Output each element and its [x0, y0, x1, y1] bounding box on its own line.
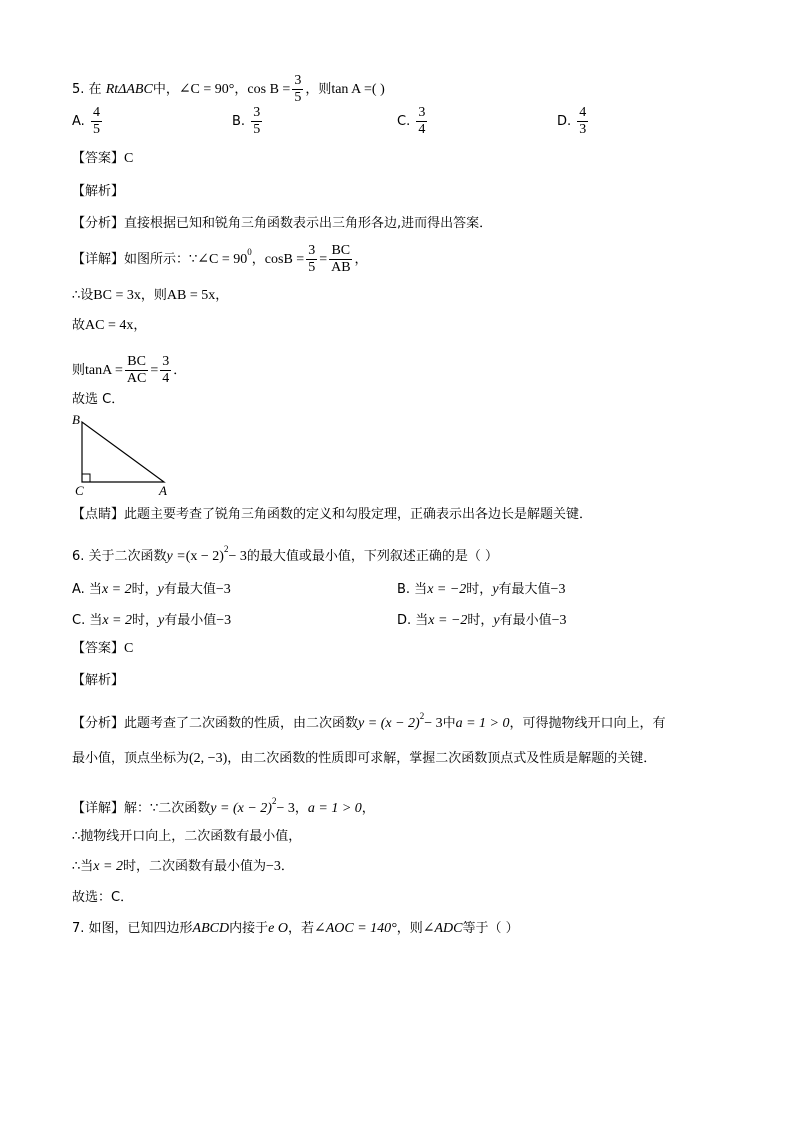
q5-fenxi: 【分析】直接根据已知和锐角三角函数表示出三角形各边,进而得出答案． [72, 216, 493, 231]
q6-option-b: B. 当x = −2时，y有最大值−3 [397, 582, 566, 597]
q6-option-c: C. 当x = 2时，y有最小值−3 [72, 613, 232, 628]
q5-xiangjie-2: ∴设BC = 3x，则AB = 5x， [72, 288, 229, 303]
vertex-c-label: C [75, 483, 84, 498]
q5-option-c: C. $\frac{3}{4}$ [397, 105, 426, 137]
q5-analysis-tag: 【解析】 [72, 184, 125, 199]
q6-option-a: A. 当x = 2时，y有最大值−3 [72, 582, 231, 597]
q5-blank: ( ) [371, 82, 385, 97]
q5-triangle: RtΔABC [105, 82, 153, 97]
q6-stem: 6. 关于二次函数$y =(x - 2)^2- 3$的最大值或最小值，下列叙述正确的是（ ） [72, 544, 498, 564]
q5-option-b: B. $\frac{3}{5}$ [232, 105, 261, 137]
q6-xiangjie-2: ∴抛物线开口向上，二次函数有最小值， [72, 829, 302, 844]
q5-option-a: A. $\frac{4}{5}$ [72, 105, 100, 137]
q6-answer: 【答案】C [72, 641, 134, 656]
right-triangle-figure [66, 410, 186, 500]
q6-analysis-tag: 【解析】 [72, 673, 125, 688]
triangle-shape [82, 422, 164, 482]
q6-fenxi-2: 最小值，顶点坐标为(2, −3)，由二次函数的性质即可求解，掌握二次函数顶点式及性质是解题的关键． [72, 751, 657, 766]
q6-xiangjie-4: 故选：C． [72, 890, 134, 905]
q5-option-d: D. $\frac{4}{3}$ [557, 105, 587, 137]
right-angle-mark [82, 474, 90, 482]
q6-fenxi-1: 【分析】此题考查了二次函数的性质，由二次函数$y = (x - 2)^2- 3$中a = 1 > 0，可得抛物线开口向上，有 [72, 711, 666, 731]
q5-xiangjie-4: 则tanA = $\frac{BC}{AC}$ = $\frac{3}{4}$ ． [72, 354, 187, 386]
q5-xiangjie-3: 故AC = 4x， [72, 318, 147, 333]
answer-tag: 【答案】 [72, 151, 125, 166]
q5-stem: 5. 在 RtΔABC中，∠C = 90°，cos B = $\frac{3}{5}$ ，则tan A =( ) [72, 73, 385, 105]
q6-option-d: D. 当x = −2时，y有最小值−3 [397, 613, 567, 628]
q6-xiangjie-1: 【详解】解：∵二次函数$y = (x - 2)^2- 3$，a = 1 > 0， [72, 796, 375, 816]
q5-dianjing: 【点睛】此题主要考查了锐角三角函数的定义和勾股定理，正确表示出各边长是解题关键． [72, 507, 593, 522]
q5-xiangjie-5: 故选 C． [72, 392, 125, 407]
q5-xiangjie-1: 【详解】如图所示：∵∠C = $90^0$，cosB = $\frac{3}{5}$ = $\frac{BC}{AB}$ ， [72, 243, 368, 275]
q5-fraction: $\frac{3}{5}$ [294, 73, 302, 105]
vertex-a-label: A [159, 483, 167, 498]
q7-stem: 7. 如图，已知四边形ABCD内接于e O，若∠AOC = 140°，则∠ADC等于（ ） [72, 921, 519, 936]
q5-number: 5. [72, 82, 85, 97]
q6-xiangjie-3: ∴当x = 2时，二次函数有最小值为−3． [72, 859, 294, 874]
q5-answer: 【答案】C [72, 151, 134, 166]
vertex-b-label: B [72, 412, 80, 427]
